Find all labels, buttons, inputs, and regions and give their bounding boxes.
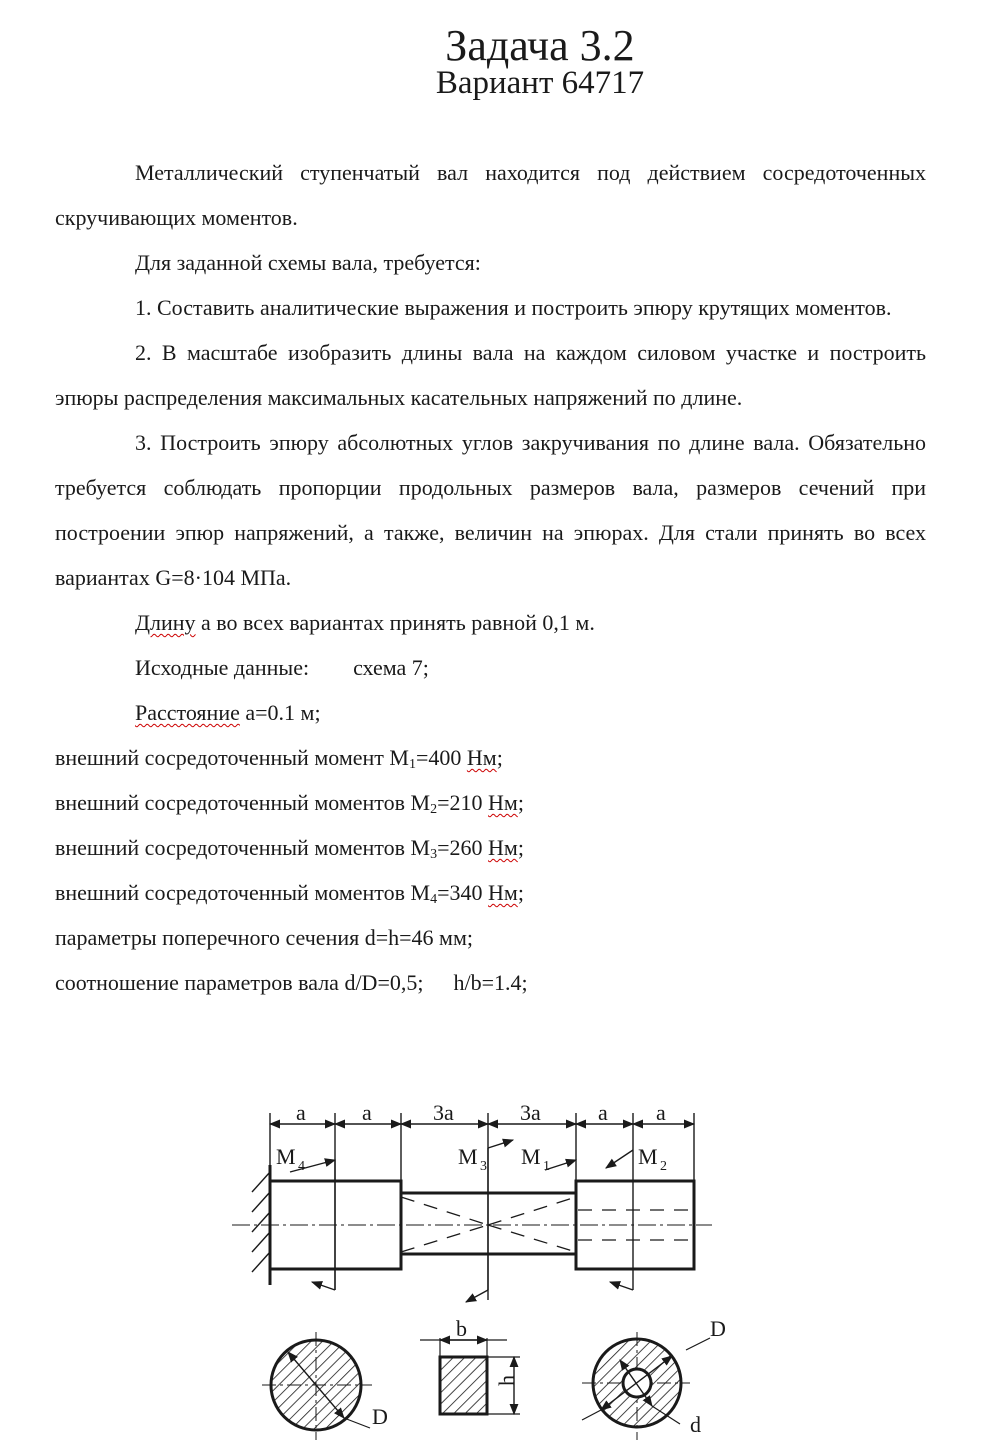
moment-m4-line: внешний сосредоточенный моментов $М_4=340$ Нм; xyxy=(55,880,524,907)
shaft-scheme-figure xyxy=(0,1090,986,1450)
svg-text:M: M xyxy=(276,1144,296,1169)
spellcheck-unit: Нм xyxy=(466,745,497,770)
moment-m3-line: внешний сосредоточенный моментов $М_3=260$ Нм; xyxy=(55,835,524,862)
moment-m1-line: внешний сосредоточенный момент $М_1=400$ Нм; xyxy=(55,745,503,772)
item-2: 2. В масштабе изобразить длины вала на каждом силовом участке и построить эпюры распределения максимальных касательных напряжений по длине. xyxy=(55,340,926,410)
svg-text:D: D xyxy=(710,1316,726,1341)
svg-text:a: a xyxy=(362,1100,372,1125)
svg-text:M: M xyxy=(521,1144,541,1169)
length-paragraph: Длину а во всех вариантах принять равной 0,1 м. xyxy=(135,610,595,635)
svg-text:2: 2 xyxy=(660,1159,667,1174)
spellcheck-unit: Нм xyxy=(488,880,518,905)
problem-text xyxy=(55,150,926,1005)
svg-text:b: b xyxy=(456,1316,467,1341)
svg-text:a: a xyxy=(296,1100,306,1125)
intro-paragraph: Металлический ступенчатый вал находится под действием сосредоточенных скручивающих моментов. xyxy=(55,160,926,230)
svg-text:3a: 3a xyxy=(520,1100,541,1125)
task-title: Задача 3.2 xyxy=(445,21,635,70)
svg-text:3: 3 xyxy=(480,1159,487,1174)
moment-m2-line: внешний сосредоточенный моментов $М_2=210$ Нм; xyxy=(55,790,524,817)
ratio-line: соотношение параметров вала d/D=0,5; h/b=1.4; xyxy=(55,970,528,995)
section-hollow-circle xyxy=(582,1316,726,1440)
svg-text:1: 1 xyxy=(543,1159,550,1174)
variant-title: Вариант 64717 xyxy=(435,65,645,101)
spellcheck-word-length: Длину xyxy=(135,610,196,635)
item-1: 1. Составить аналитические выражения и построить эпюру крутящих моментов. xyxy=(135,295,892,320)
svg-text:a: a xyxy=(656,1100,666,1125)
section-solid-circle xyxy=(262,1332,388,1440)
svg-text:h: h xyxy=(494,1375,519,1386)
spellcheck-unit: Нм xyxy=(488,835,518,860)
svg-text:4: 4 xyxy=(298,1159,305,1174)
spellcheck-unit: Нм xyxy=(488,790,518,815)
distance-line: Расстояние а=0.1 м; xyxy=(135,700,321,725)
cross-section-line: параметры поперечного сечения d=h=46 мм; xyxy=(55,925,474,950)
requirement-paragraph: Для заданной схемы вала, требуется: xyxy=(135,250,481,275)
source-data-line: Исходные данные: схема 7; xyxy=(135,655,429,680)
svg-text:3a: 3a xyxy=(433,1100,454,1125)
svg-text:M: M xyxy=(638,1144,658,1169)
svg-text:d: d xyxy=(690,1412,701,1437)
svg-text:a: a xyxy=(598,1100,608,1125)
svg-text:M: M xyxy=(458,1144,478,1169)
svg-text:D: D xyxy=(372,1404,388,1429)
item-3: 3. Построить эпюру абсолютных углов закручивания по длине вала. Обязательно требуется соблюдать пропорции продольных размеров вала, размеров сечений при построении эпюр напряжений, а также, величин на эпюрах. Для стали принять во всех вариантах G=8·104 МПа. xyxy=(55,430,926,590)
spellcheck-word-distance: Расстояние xyxy=(135,700,240,725)
section-rectangle xyxy=(420,1316,520,1414)
